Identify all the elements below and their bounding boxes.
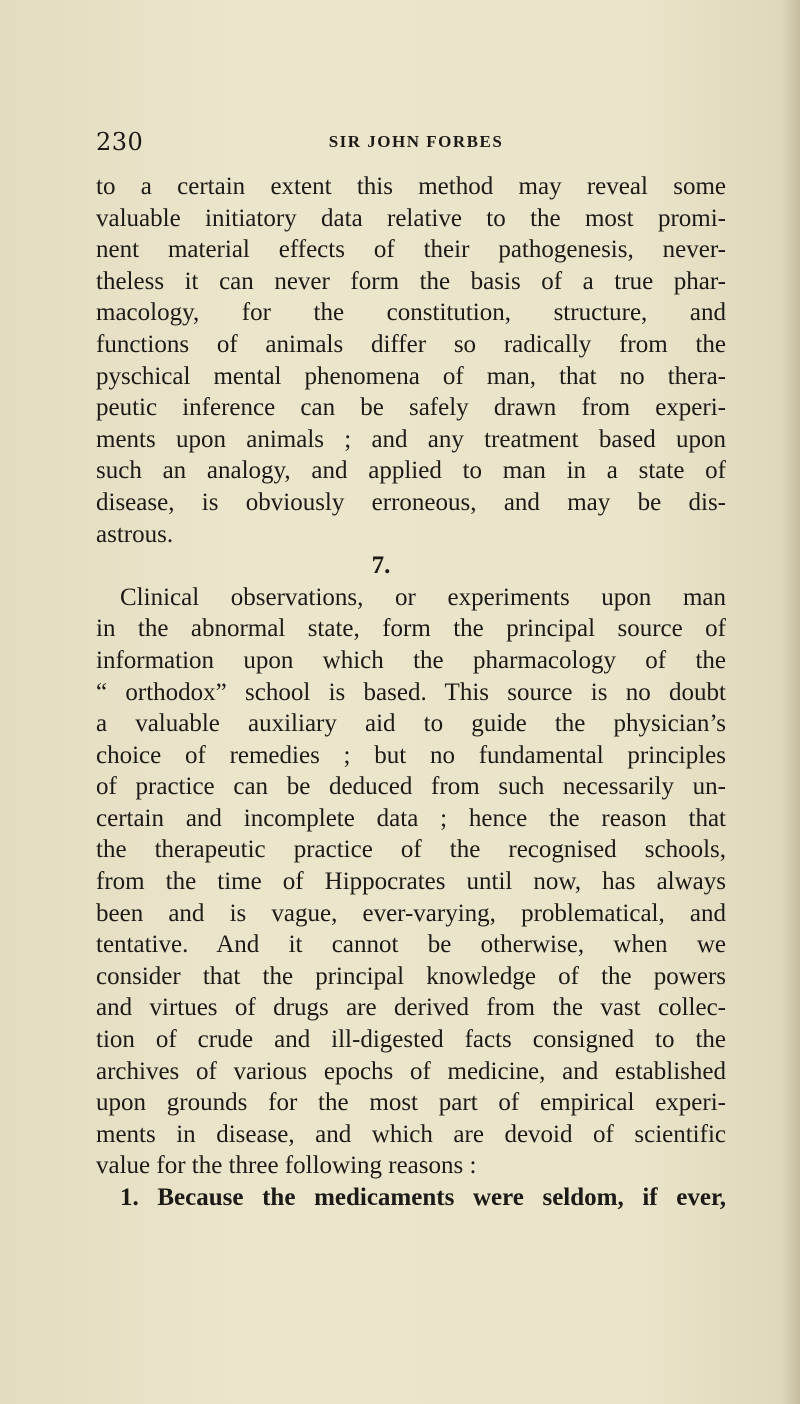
list-item-1: 1. Because the medicaments were seldom, if ever, bbox=[120, 1184, 726, 1211]
text-line: information upon which the pharmacology of the bbox=[96, 646, 726, 674]
text-line: macology, for the constitution, structure, and bbox=[96, 299, 726, 327]
text-line: functions of animals differ so radically from the bbox=[96, 330, 726, 358]
text-line: upon grounds for the most part of empirical experi- bbox=[96, 1089, 726, 1117]
text-line: been and is vague, ever-varying, problematical, and bbox=[96, 899, 726, 927]
text-line: of practice can be deduced from such necessarily un- bbox=[96, 773, 726, 801]
text-line: value for the three following reasons : bbox=[96, 1152, 477, 1180]
text-line: a valuable auxiliary aid to guide the physician’s bbox=[96, 710, 726, 738]
text-line: to a certain extent this method may reveal some bbox=[96, 173, 726, 200]
text-line: tion of crude and ill-digested facts consigned to the bbox=[96, 1026, 726, 1054]
text-line: Clinical observations, or experiments upon man bbox=[120, 583, 726, 611]
text-line: the therapeutic practice of the recognised schools, bbox=[96, 836, 726, 864]
text-line: ments upon animals ; and any treatment based upon bbox=[96, 425, 726, 453]
text-line: in the abnormal state, form the principal source of bbox=[96, 615, 726, 643]
text-line: ments in disease, and which are devoid of scientific bbox=[96, 1120, 726, 1148]
page-edge-shadow bbox=[782, 0, 800, 1404]
page-number: 230 bbox=[96, 128, 144, 156]
paragraph-2 bbox=[96, 582, 726, 1182]
text-line: such an analogy, and applied to man in a state of bbox=[96, 457, 726, 485]
text-line: archives of various epochs of medicine, and established bbox=[96, 1057, 726, 1085]
text-line: pyschical mental phenomena of man, that no thera- bbox=[96, 362, 726, 390]
text-line: peutic inference can be safely drawn from experi- bbox=[96, 394, 726, 422]
text-line: tentative. And it cannot be otherwise, when we bbox=[96, 931, 726, 959]
text-line: disease, is obviously erroneous, and may be dis- bbox=[96, 488, 726, 516]
text-line: valuable initiatory data relative to the most promi- bbox=[96, 204, 726, 232]
section-number: 7. bbox=[371, 552, 391, 580]
text-line: nent material effects of their pathogenesis, never- bbox=[96, 236, 726, 264]
text-line: and virtues of drugs are derived from the vast collec- bbox=[96, 994, 726, 1022]
text-line: certain and incomplete data ; hence the reason that bbox=[96, 804, 726, 832]
running-head: SIR JOHN FORBES bbox=[328, 132, 504, 151]
body-text bbox=[96, 171, 726, 1214]
text-line: consider that the principal knowledge of the powers bbox=[96, 962, 726, 990]
paragraph-1 bbox=[96, 171, 726, 550]
text-line: “ orthodox” school is based. This source is no doubt bbox=[96, 678, 726, 706]
text-line: astrous. bbox=[96, 520, 174, 548]
page-header bbox=[96, 128, 736, 158]
text-line: choice of remedies ; but no fundamental principles bbox=[96, 741, 726, 769]
text-line: from the time of Hippocrates until now, has always bbox=[96, 868, 726, 896]
text-line: theless it can never form the basis of a true phar- bbox=[96, 267, 726, 295]
